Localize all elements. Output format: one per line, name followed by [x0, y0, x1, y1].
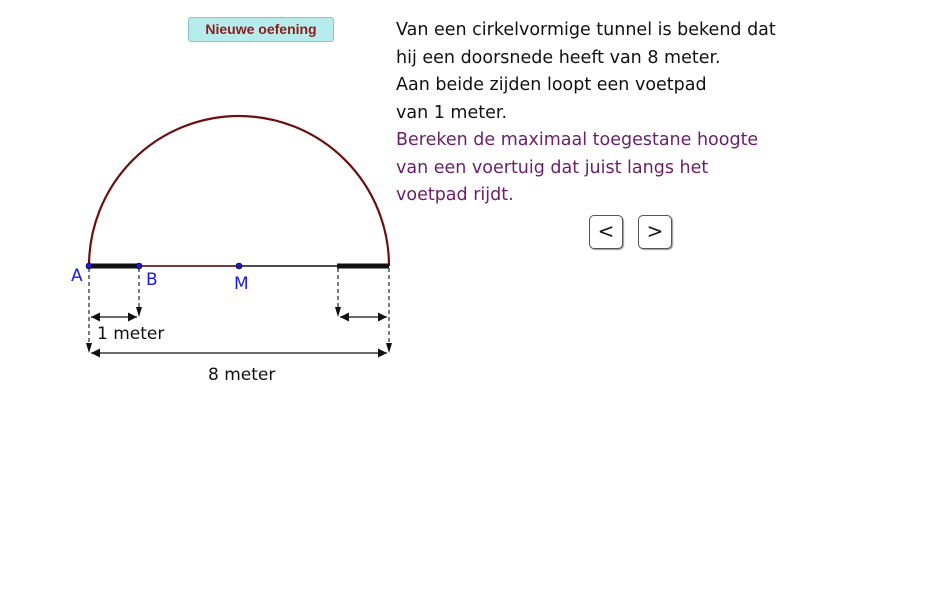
- footpath-dimension-label: 1 meter: [97, 324, 165, 344]
- previous-button[interactable]: <: [589, 215, 623, 249]
- point-m[interactable]: [236, 263, 242, 269]
- point-b[interactable]: [136, 263, 142, 269]
- question-line: van een voertuig dat juist langs het: [396, 157, 709, 178]
- label-point-a: A: [71, 266, 83, 286]
- problem-line: Aan beide zijden loopt een voetpad: [396, 75, 707, 95]
- question-line: Bereken de maximaal toegestane hoogte: [396, 130, 759, 150]
- problem-line: Van een cirkelvormige tunnel is bekend dat: [396, 20, 776, 40]
- next-button[interactable]: >: [638, 215, 672, 249]
- diameter-dimension-label: 8 meter: [208, 365, 276, 385]
- tunnel-arc: [89, 116, 389, 266]
- question-line: voetpad rijdt.: [396, 185, 514, 205]
- arrowhead: [86, 343, 92, 353]
- label-point-m: M: [234, 274, 249, 294]
- arrowhead: [136, 307, 142, 317]
- point-a[interactable]: [86, 263, 92, 269]
- label-point-b: B: [146, 270, 158, 290]
- arrowhead: [386, 343, 392, 353]
- problem-line: hij een doorsnede heeft van 8 meter.: [396, 47, 721, 68]
- problem-line: van 1 meter.: [396, 102, 508, 123]
- new-exercise-button[interactable]: Nieuwe oefening: [188, 17, 334, 42]
- arrowhead: [335, 307, 341, 317]
